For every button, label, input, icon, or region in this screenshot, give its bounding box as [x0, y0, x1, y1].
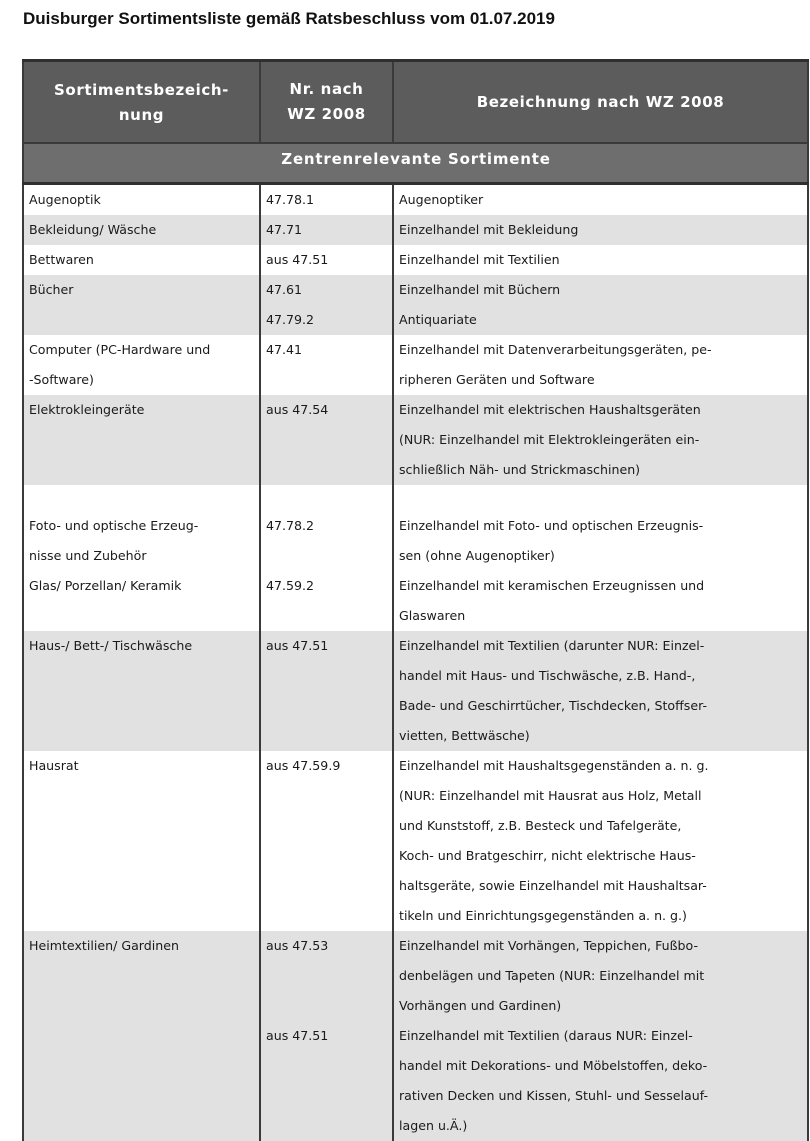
cell-line: Augenoptik	[29, 192, 101, 207]
cell-line: denbelägen und Tapeten (NUR: Einzelhandel mit	[399, 968, 705, 983]
wz-description-cell	[393, 511, 808, 571]
cell-line: 47.79.2	[266, 312, 315, 327]
table-row	[23, 245, 808, 275]
sortiment-name-cell	[23, 571, 260, 631]
section-row	[23, 143, 808, 184]
cell-line: Foto- und optische Erzeug-	[29, 518, 199, 533]
section-title: Zentrenrelevante Sortimente	[23, 143, 808, 184]
cell-line: -Software)	[29, 372, 94, 387]
cell-line: Einzelhandel mit elektrischen Haushaltsgeräten	[399, 402, 701, 417]
spacer-cell	[23, 485, 260, 511]
cell-line: aus 47.53	[266, 938, 329, 953]
cell-line: haltsgeräte, sowie Einzelhandel mit Haushaltsar-	[399, 878, 707, 893]
wz-description-cell	[393, 275, 808, 335]
cell-line: 47.41	[266, 342, 303, 357]
table-row	[23, 571, 808, 631]
cell-line: vietten, Bettwäsche)	[399, 728, 530, 743]
sortiments-table	[22, 59, 809, 1141]
wz-number-cell	[260, 931, 393, 1141]
cell-line: tikeln und Einrichtungsgegenständen a. n. g.)	[399, 908, 687, 923]
cell-line	[266, 991, 388, 1021]
header-sortimentsbezeichnung	[23, 61, 260, 144]
wz-number-cell	[260, 395, 393, 485]
cell-line: Einzelhandel mit Büchern	[399, 282, 561, 297]
cell-line: Einzelhandel mit Bekleidung	[399, 222, 579, 237]
cell-line: Koch- und Bratgeschirr, nicht elektrische Haus-	[399, 848, 696, 863]
sortiment-name-cell	[23, 245, 260, 275]
cell-line: Bücher	[29, 282, 74, 297]
cell-line: 47.61	[266, 282, 303, 297]
cell-line: 47.59.2	[266, 578, 315, 593]
table-row	[23, 395, 808, 485]
wz-number-cell	[260, 245, 393, 275]
sortiment-name-cell	[23, 751, 260, 931]
header-col1-line1: Sortimentsbezeich-	[54, 81, 229, 99]
sortiment-name-cell	[23, 395, 260, 485]
cell-line: Einzelhandel mit keramischen Erzeugnissen und	[399, 578, 705, 593]
cell-line: sen (ohne Augenoptiker)	[399, 548, 555, 563]
table-row	[23, 751, 808, 931]
cell-line: aus 47.54	[266, 402, 329, 417]
cell-line: Einzelhandel mit Textilien	[399, 252, 560, 267]
cell-line: handel mit Haus- und Tischwäsche, z.B. Hand-,	[399, 668, 696, 683]
cell-line: aus 47.51	[266, 638, 329, 653]
wz-description-cell	[393, 751, 808, 931]
cell-line	[266, 961, 388, 991]
wz-description-cell	[393, 335, 808, 395]
wz-number-cell	[260, 275, 393, 335]
header-col2-line2: WZ 2008	[287, 105, 366, 123]
cell-line: 47.78.2	[266, 518, 315, 533]
header-bezeichnung-wz	[393, 61, 808, 144]
cell-line: rativen Decken und Kissen, Stuhl- und Sesselauf-	[399, 1088, 709, 1103]
sortiment-name-cell	[23, 335, 260, 395]
cell-line: 47.71	[266, 222, 303, 237]
table-row	[23, 184, 808, 216]
wz-number-cell	[260, 335, 393, 395]
table-row	[23, 931, 808, 1141]
wz-number-cell	[260, 571, 393, 631]
wz-number-cell	[260, 751, 393, 931]
cell-line: Antiquariate	[399, 312, 477, 327]
cell-line: (NUR: Einzelhandel mit Elektrokleingeräten ein-	[399, 432, 700, 447]
sortiment-name-cell	[23, 184, 260, 216]
header-col2-line1: Nr. nach	[289, 80, 364, 98]
wz-number-cell	[260, 184, 393, 216]
document-title: Duisburger Sortimentsliste gemäß Ratsbeschluss vom 01.07.2019	[23, 9, 555, 28]
wz-number-cell	[260, 631, 393, 751]
wz-description-cell	[393, 395, 808, 485]
cell-line: lagen u.Ä.)	[399, 1118, 468, 1133]
header-nr-wz	[260, 61, 393, 144]
table-header-row	[23, 61, 808, 144]
spacer-cell	[260, 485, 393, 511]
wz-number-cell	[260, 215, 393, 245]
cell-line: (NUR: Einzelhandel mit Hausrat aus Holz, Metall	[399, 788, 702, 803]
cell-line: Einzelhandel mit Vorhängen, Teppichen, Fußbo-	[399, 938, 699, 953]
wz-description-cell	[393, 631, 808, 751]
table-row	[23, 215, 808, 245]
sortiment-name-cell	[23, 511, 260, 571]
cell-line: schließlich Näh- und Strickmaschinen)	[399, 462, 641, 477]
sortiment-name-cell	[23, 275, 260, 335]
spacer-cell	[393, 485, 808, 511]
cell-line: nisse und Zubehör	[29, 548, 147, 563]
cell-line: Augenoptiker	[399, 192, 484, 207]
sortiment-name-cell	[23, 215, 260, 245]
cell-line: Einzelhandel mit Datenverarbeitungsgeräten, pe-	[399, 342, 712, 357]
cell-line: aus 47.51	[266, 252, 329, 267]
header-col1-line2: nung	[118, 106, 165, 124]
cell-line: Glaswaren	[399, 608, 466, 623]
wz-description-cell	[393, 245, 808, 275]
cell-line: Haus-/ Bett-/ Tischwäsche	[29, 638, 193, 653]
cell-line: Hausrat	[29, 758, 79, 773]
cell-line: Heimtextilien/ Gardinen	[29, 938, 179, 953]
table-row	[23, 275, 808, 335]
cell-line: Einzelhandel mit Foto- und optischen Erzeugnis-	[399, 518, 704, 533]
wz-description-cell	[393, 215, 808, 245]
sortiment-name-cell	[23, 931, 260, 1141]
wz-number-cell	[260, 511, 393, 571]
cell-line: Einzelhandel mit Haushaltsgegenständen a. n. g.	[399, 758, 709, 773]
wz-description-cell	[393, 184, 808, 216]
cell-line: Einzelhandel mit Textilien (daraus NUR: Einzel-	[399, 1028, 693, 1043]
cell-line: aus 47.51	[266, 1028, 329, 1043]
wz-description-cell	[393, 571, 808, 631]
cell-line: Vorhängen und Gardinen)	[399, 998, 562, 1013]
table-row	[23, 335, 808, 395]
cell-line: Einzelhandel mit Textilien (darunter NUR: Einzel-	[399, 638, 705, 653]
cell-line: Bettwaren	[29, 252, 94, 267]
table-row	[23, 511, 808, 571]
sortiment-name-cell	[23, 631, 260, 751]
spacer-row	[23, 485, 808, 511]
cell-line: Computer (PC-Hardware und	[29, 342, 211, 357]
table-row	[23, 631, 808, 751]
header-col3: Bezeichnung nach WZ 2008	[476, 92, 725, 111]
cell-line: aus 47.59.9	[266, 758, 341, 773]
cell-line: Elektrokleingeräte	[29, 402, 145, 417]
wz-description-cell	[393, 931, 808, 1141]
cell-line: Glas/ Porzellan/ Keramik	[29, 578, 182, 593]
cell-line: 47.78.1	[266, 192, 315, 207]
cell-line: und Kunststoff, z.B. Besteck und Tafelgeräte,	[399, 818, 682, 833]
cell-line: Bade- und Geschirrtücher, Tischdecken, Stoffser-	[399, 698, 708, 713]
cell-line: ripheren Geräten und Software	[399, 372, 595, 387]
cell-line: handel mit Dekorations- und Möbelstoffen, deko-	[399, 1058, 708, 1073]
cell-line: Bekleidung/ Wäsche	[29, 222, 157, 237]
